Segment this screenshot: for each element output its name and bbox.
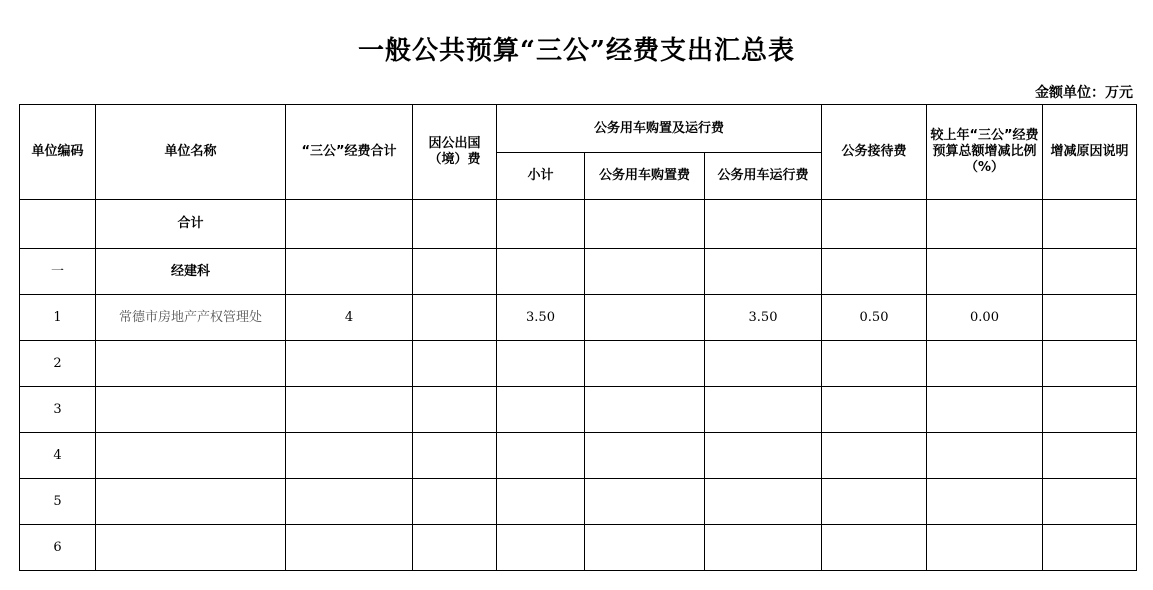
row-total <box>286 433 413 479</box>
total-code-cell <box>20 200 96 249</box>
row-change-ratio <box>927 341 1043 387</box>
row-subtotal <box>497 479 585 525</box>
header-unit-name: 单位名称 <box>96 105 286 200</box>
row-reason <box>1043 433 1137 479</box>
row-travel-abroad <box>413 387 497 433</box>
table-row <box>20 479 1137 525</box>
header-travel-abroad: 因公出国（境）费 <box>413 105 497 200</box>
row-vehicle-purchase <box>585 525 705 571</box>
row-vehicle-operation <box>705 341 822 387</box>
header-subtotal: 小计 <box>497 153 585 200</box>
row-vehicle-purchase <box>585 387 705 433</box>
group-cell <box>286 249 413 295</box>
row-reception: 0.50 <box>822 295 927 341</box>
row-total <box>286 341 413 387</box>
total-label: 合计 <box>96 200 286 249</box>
header-unit-code: 单位编码 <box>20 105 96 200</box>
header-reason: 增减原因说明 <box>1043 105 1137 200</box>
row-vehicle-purchase <box>585 341 705 387</box>
row-change-ratio <box>927 525 1043 571</box>
total-row <box>20 200 1137 249</box>
group-row <box>20 249 1137 295</box>
row-reception <box>822 525 927 571</box>
total-cell <box>822 200 927 249</box>
total-cell <box>497 200 585 249</box>
row-travel-abroad <box>413 341 497 387</box>
row-total <box>286 525 413 571</box>
table-row <box>20 525 1137 571</box>
row-vehicle-operation <box>705 433 822 479</box>
group-cell <box>822 249 927 295</box>
amount-unit-label: 金额单位：万元 <box>1035 85 1133 101</box>
row-reception <box>822 341 927 387</box>
row-reason <box>1043 387 1137 433</box>
page-title: 一般公共预算“三公”经费支出汇总表 <box>358 36 795 66</box>
total-cell <box>286 200 413 249</box>
row-vehicle-operation <box>705 525 822 571</box>
header-reception: 公务接待费 <box>822 105 927 200</box>
row-reason <box>1043 479 1137 525</box>
row-subtotal <box>497 525 585 571</box>
group-cell <box>413 249 497 295</box>
row-unit-name <box>96 479 286 525</box>
header-vehicle-purchase: 公务用车购置费 <box>585 153 705 200</box>
row-travel-abroad <box>413 433 497 479</box>
group-cell <box>585 249 705 295</box>
row-subtotal: 3.50 <box>497 295 585 341</box>
row-change-ratio <box>927 433 1043 479</box>
row-vehicle-operation: 3.50 <box>705 295 822 341</box>
row-code: 2 <box>20 341 96 387</box>
row-vehicle-operation <box>705 479 822 525</box>
row-subtotal <box>497 341 585 387</box>
total-cell <box>705 200 822 249</box>
row-unit-name <box>96 433 286 479</box>
group-name: 经建科 <box>96 249 286 295</box>
table-row <box>20 341 1137 387</box>
row-unit-name: 常德市房地产产权管理处 <box>96 295 286 341</box>
row-vehicle-operation <box>705 387 822 433</box>
table-row <box>20 387 1137 433</box>
row-reception <box>822 479 927 525</box>
total-cell <box>585 200 705 249</box>
row-total: 4 <box>286 295 413 341</box>
data-rows <box>20 295 1137 571</box>
row-travel-abroad <box>413 295 497 341</box>
row-total <box>286 479 413 525</box>
row-reason <box>1043 295 1137 341</box>
row-change-ratio: 0.00 <box>927 295 1043 341</box>
table-row <box>20 295 1137 341</box>
group-cell <box>705 249 822 295</box>
header-vehicle-operation: 公务用车运行费 <box>705 153 822 200</box>
row-total <box>286 387 413 433</box>
row-unit-name <box>96 525 286 571</box>
group-cell <box>497 249 585 295</box>
row-subtotal <box>497 387 585 433</box>
group-cell <box>1043 249 1137 295</box>
table-row <box>20 433 1137 479</box>
row-unit-name <box>96 341 286 387</box>
row-reception <box>822 387 927 433</box>
row-change-ratio <box>927 479 1043 525</box>
row-code: 4 <box>20 433 96 479</box>
row-code: 1 <box>20 295 96 341</box>
total-cell <box>927 200 1043 249</box>
row-vehicle-purchase <box>585 479 705 525</box>
row-vehicle-purchase <box>585 295 705 341</box>
row-code: 5 <box>20 479 96 525</box>
header-total: “三公”经费合计 <box>286 105 413 200</box>
row-reason <box>1043 341 1137 387</box>
header-row-1 <box>20 105 1137 153</box>
total-cell <box>413 200 497 249</box>
row-unit-name <box>96 387 286 433</box>
row-travel-abroad <box>413 525 497 571</box>
row-code: 6 <box>20 525 96 571</box>
row-travel-abroad <box>413 479 497 525</box>
header-change-ratio: 较上年“三公”经费预算总额增减比例（%） <box>927 105 1043 200</box>
header-vehicle-group: 公务用车购置及运行费 <box>497 105 822 153</box>
row-code: 3 <box>20 387 96 433</box>
row-vehicle-purchase <box>585 433 705 479</box>
row-reason <box>1043 525 1137 571</box>
total-cell <box>1043 200 1137 249</box>
row-subtotal <box>497 433 585 479</box>
summary-table <box>19 104 1137 571</box>
row-reception <box>822 433 927 479</box>
row-change-ratio <box>927 387 1043 433</box>
group-code: 一 <box>20 249 96 295</box>
group-cell <box>927 249 1043 295</box>
